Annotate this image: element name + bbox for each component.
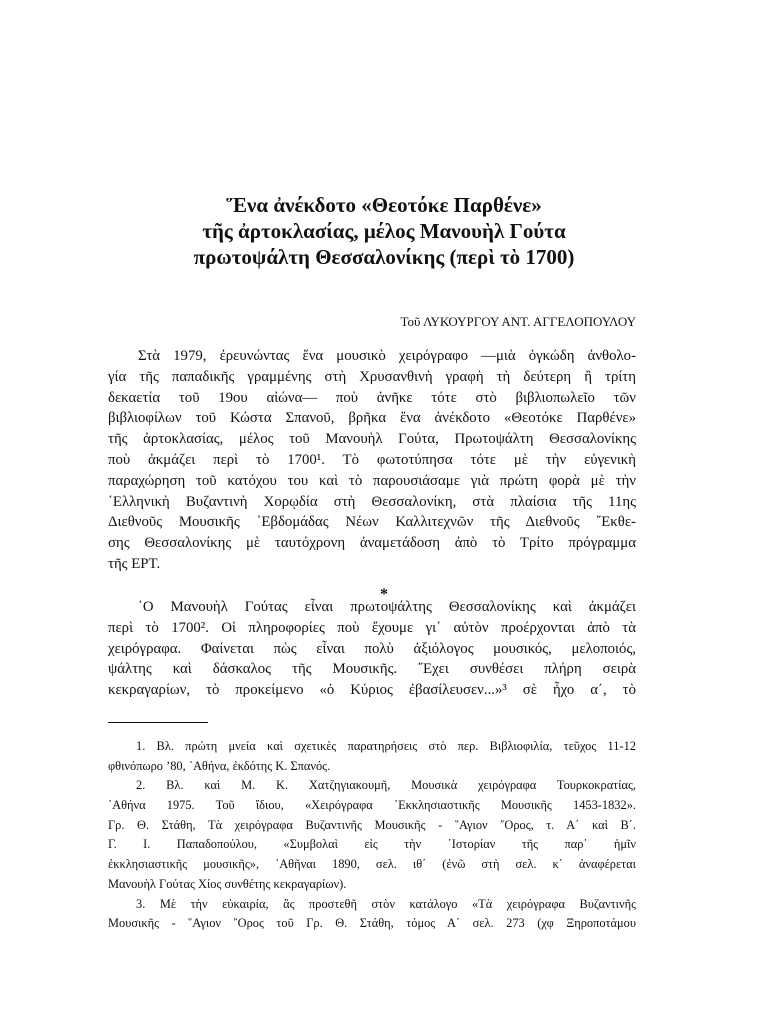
section-separator: *: [380, 586, 388, 603]
footnote-line: φθινόπωρο ’80, ᾿Αθήνα, ἐκδότης Κ. Σπανός.: [108, 758, 331, 773]
text-line: ποὺ ἀκμάζει περὶ τὸ 1700¹. Τὸ φωτοτύπησα τότε μὲ τὴν εὐγενικὴ: [108, 451, 636, 468]
text-line: βιβλιοφίλων τοῦ Κώστα Σπανοῦ, βρῆκα ἕνα ἀνέκδοτο «Θεοτόκε Παρθένε»: [108, 410, 636, 427]
title-line-2: τῆς ἀρτοκλασίας, μέλος Μανουὴλ Γούτα: [202, 219, 566, 243]
text-line: χειρόγραφα. Φαίνεται πὼς εἶναι πολὺ ἀξιόλογος μουσικός, μελοποιός,: [108, 640, 636, 657]
footnote-line: Γρ. Θ. Στάθη, Τὰ χειρόγραφα Βυζαντινῆς Μουσικῆς - ῞Αγιον ῎Ορος, τ. Α΄ καὶ Β΄.: [108, 817, 636, 832]
text-line: ῾Ο Μανουὴλ Γούτας εἶναι πρωτοψάλτης Θεσσαλονίκης καὶ ἀκμάζει: [138, 599, 636, 615]
text-line: περὶ τὸ 1700². Οἱ πληροφορίες ποὺ ἔχουμε γι᾿ αὐτὸν προέρχονται ἀπὸ τὰ: [108, 619, 636, 636]
text-line: γία τῆς παπαδικῆς γραμμένης στὴ Χρυσανθινὴ γραφὴ τὴ δεύτερη ἢ τρίτη: [108, 368, 636, 385]
footnote-line: Μανουὴλ Γούτας Χίος συνθέτης κεκραγαρίων).: [108, 876, 347, 891]
text-line: παραχώρηση τοῦ κατόχου του καὶ τὸ παρουσιάσαμε γιὰ πρώτη φορὰ μὲ τὴν: [108, 472, 636, 489]
footnotes: [108, 737, 636, 934]
title-line-3: πρωτοψάλτη Θεσσαλονίκης (περὶ τὸ 1700): [193, 245, 575, 269]
footnote-rule: [108, 722, 208, 723]
article-title: [100, 192, 668, 270]
footnote-line: Γ. Ι. Παπαδοπούλου, «Συμβολαὶ εἰς τὴν ῾Ιστορίαν τῆς παρ᾿ ἡμῖν: [108, 837, 636, 852]
text-line: Διεθνοῦς Μουσικῆς ᾿Εβδομάδας Νέων Καλλιτεχνῶν τῆς Διεθνοῦς ῎Εκθε-: [108, 514, 636, 531]
footnote-line: 3. Μὲ τὴν εὐκαιρία, ἂς προστεθῆ στὸν κατάλογο «Τὰ χειρόγραφα Βυζαντινῆς: [136, 896, 636, 911]
footnote-line: Μουσικῆς - ῞Αγιον ῎Ορος τοῦ Γρ. Θ. Στάθη, τόμος Α΄ σελ. 273 (χφ Ξηροποτάμου: [108, 916, 636, 931]
text-line: σης Θεσσαλονίκης μὲ ταυτόχρονη ἀναμετάδοση ἀπὸ τὸ Τρίτο πρόγραμμα: [108, 535, 636, 552]
title-line-1: Ἕνα ἀνέκδοτο «Θεοτόκε Παρθένε»: [226, 193, 542, 217]
text-line: κεκραγαρίων, τὸ προκείμενο «ὁ Κύριος ἐβασίλευσεν...»³ σὲ ἦχο α΄, τὸ: [108, 682, 636, 699]
text-line: τῆς ΕΡΤ.: [108, 555, 161, 572]
footnote-line: ᾿Αθήνα 1975. Τοῦ ἴδιου, «Χειρόγραφα ᾿Εκκλησιαστικῆς Μουσικῆς 1453-1832».: [108, 798, 636, 813]
text-line: δεκαετία τοῦ 19ου αἰώνα— ποὺ ἀνῆκε τότε στὸ βιβλιοπωλεῖο τῶν: [108, 389, 636, 406]
footnote-line: 2. Βλ. καὶ Μ. Κ. Χατζηγιακουμῆ, Μουσικὰ χειρόγραφα Τουρκοκρατίας,: [136, 778, 636, 793]
text-line: τῆς ἀρτοκλασίας, μέλος τοῦ Μανουὴλ Γούτα, Πρωτοψάλτη Θεσσαλονίκης: [108, 431, 636, 448]
footnote-line: ἐκκλησιαστικῆς μουσικῆς», ᾿Αθῆναι 1890, σελ. ιθ΄ (ἐνῶ στὴ σελ. κ΄ ἀναφέρεται: [108, 857, 636, 872]
text-line: Στὰ 1979, ἐρευνώντας ἕνα μουσικὸ χειρόγραφο —μιὰ ὀγκώδη ἀνθολο-: [138, 348, 636, 364]
author-byline: Τοῦ ΛΥΚΟΥΡΓΟΥ ΑΝΤ. ΑΓΓΕΛΟΠΟΥΛΟΥ: [400, 314, 636, 329]
paragraph-1: [108, 346, 636, 575]
paragraph-2: [108, 597, 636, 701]
text-line: ῾Ελληνικὴ Βυζαντινὴ Χορῳδία στὴ Θεσσαλονίκη, στὰ πλαίσια τῆς 11ης: [108, 493, 636, 510]
footnote-line: 1. Βλ. πρώτη μνεία καὶ σχετικὲς παρατηρήσεις στὸ περ. Βιβλιοφιλία, τεῦχος 11-12: [136, 739, 636, 753]
text-line: ψάλτης καὶ δάσκαλος τῆς Μουσικῆς. ῎Εχει συνθέσει πλήρη σειρὰ: [108, 661, 636, 678]
